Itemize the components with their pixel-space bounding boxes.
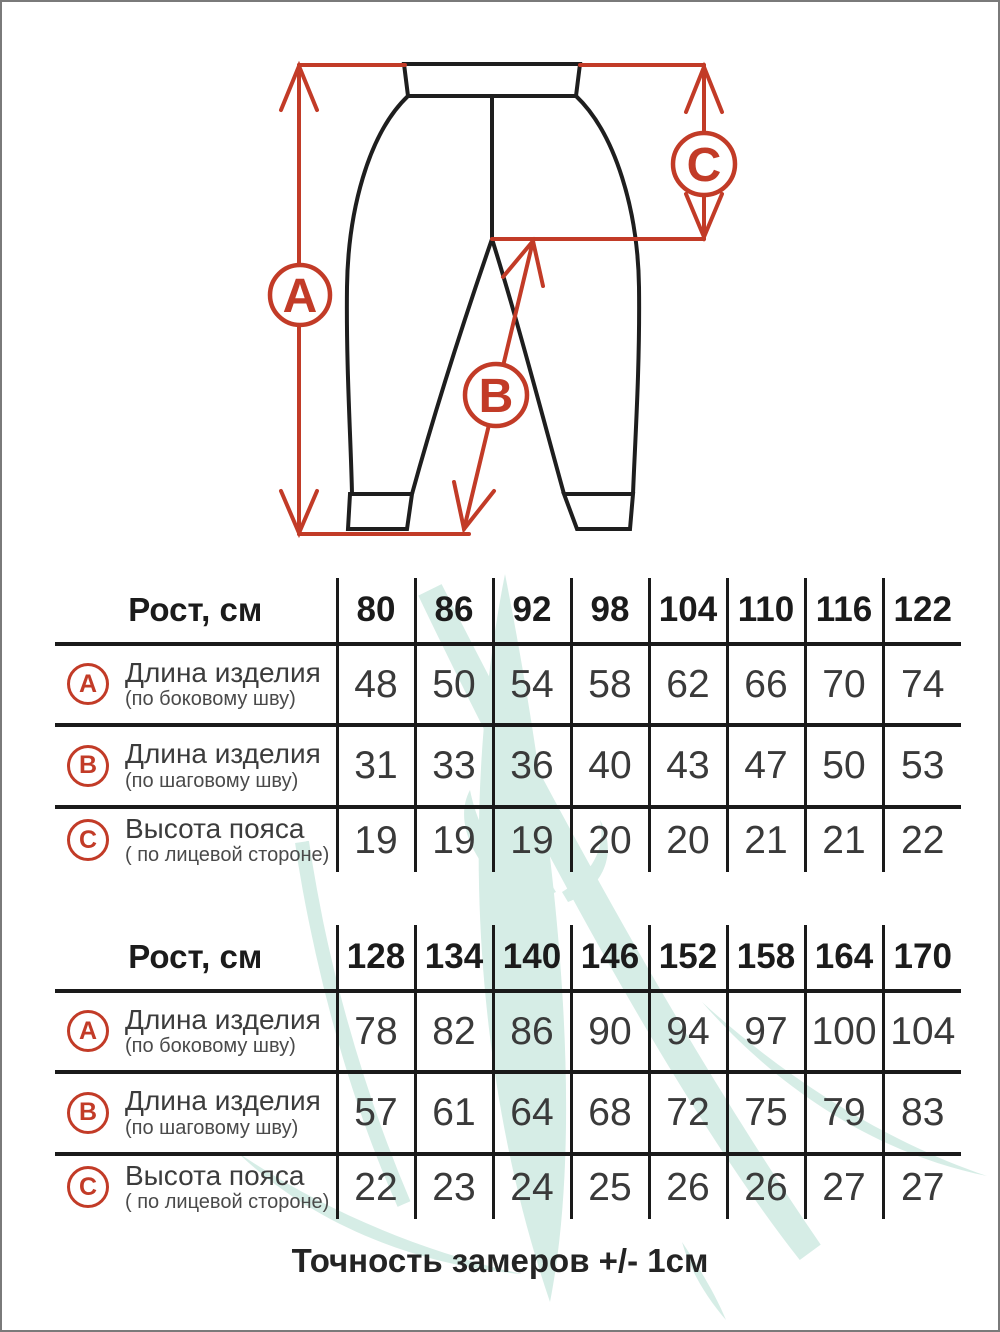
value-cell: 50 — [805, 725, 883, 807]
marker-a-letter: A — [282, 270, 318, 323]
value-cell: 23 — [415, 1154, 493, 1219]
row-sublabel: (по шаговому шву) — [125, 1116, 299, 1139]
table-title: Рост, см — [128, 938, 263, 975]
table-title: Рост, см — [128, 591, 263, 628]
row-label: Высота пояса — [125, 812, 305, 844]
value-cell: 20 — [649, 807, 727, 872]
value-cell: 58 — [571, 644, 649, 725]
size-header: 80 — [337, 578, 415, 644]
size-header: 152 — [649, 925, 727, 991]
row-sublabel: ( по лицевой стороне) — [125, 1191, 330, 1214]
value-cell: 50 — [415, 644, 493, 725]
value-cell: 31 — [337, 725, 415, 807]
value-cell: 24 — [493, 1154, 571, 1219]
row-marker-b: B — [67, 1092, 109, 1134]
row-marker-a: A — [67, 663, 109, 705]
table-row — [55, 807, 961, 872]
row-label: Длина изделия — [125, 656, 321, 688]
value-cell: 70 — [805, 644, 883, 725]
value-cell: 100 — [805, 991, 883, 1072]
size-header: 86 — [415, 578, 493, 644]
value-cell: 83 — [883, 1072, 961, 1154]
accuracy-note: Точность замеров +/- 1см — [291, 1242, 709, 1279]
size-header: 170 — [883, 925, 961, 991]
row-sublabel: (по боковому шву) — [125, 1035, 296, 1058]
size-header: 140 — [493, 925, 571, 991]
row-marker-a: A — [67, 1010, 109, 1052]
marker-b-badge — [465, 364, 527, 426]
pants-measurement-diagram — [2, 2, 1000, 562]
value-cell: 21 — [805, 807, 883, 872]
value-cell: 62 — [649, 644, 727, 725]
value-cell: 94 — [649, 991, 727, 1072]
marker-c-letter: C — [686, 139, 722, 192]
left-cuff — [348, 494, 412, 529]
header-row — [55, 578, 961, 644]
value-cell: 53 — [883, 725, 961, 807]
value-cell: 54 — [493, 644, 571, 725]
row-label: Длина изделия — [125, 1003, 321, 1035]
size-header: 134 — [415, 925, 493, 991]
value-cell: 47 — [727, 725, 805, 807]
value-cell: 26 — [649, 1154, 727, 1219]
value-cell: 19 — [415, 807, 493, 872]
value-cell: 86 — [493, 991, 571, 1072]
size-header: 98 — [571, 578, 649, 644]
size-header: 128 — [337, 925, 415, 991]
value-cell: 21 — [727, 807, 805, 872]
value-cell: 104 — [883, 991, 961, 1072]
value-cell: 72 — [649, 1072, 727, 1154]
value-cell: 19 — [337, 807, 415, 872]
value-cell: 27 — [805, 1154, 883, 1219]
row-marker-c: C — [67, 819, 109, 861]
row-label: Длина изделия — [125, 738, 321, 770]
pants-outline — [347, 64, 639, 529]
size-header: 116 — [805, 578, 883, 644]
size-header: 164 — [805, 925, 883, 991]
header-row — [55, 925, 961, 991]
row-marker-c: C — [67, 1166, 109, 1208]
value-cell: 90 — [571, 991, 649, 1072]
row-label: Длина изделия — [125, 1085, 321, 1117]
value-cell: 66 — [727, 644, 805, 725]
value-cell: 68 — [571, 1072, 649, 1154]
marker-c-badge — [673, 133, 735, 195]
size-header: 92 — [493, 578, 571, 644]
table-row — [55, 644, 961, 725]
table-row — [55, 1154, 961, 1219]
size-header: 146 — [571, 925, 649, 991]
value-cell: 19 — [493, 807, 571, 872]
row-marker-b: B — [67, 745, 109, 787]
value-cell: 27 — [883, 1154, 961, 1219]
size-table-80-122 — [55, 578, 961, 872]
row-sublabel: ( по лицевой стороне) — [125, 844, 330, 867]
row-sublabel: (по боковому шву) — [125, 688, 296, 711]
waistband — [404, 64, 580, 96]
value-cell: 22 — [337, 1154, 415, 1219]
value-cell: 57 — [337, 1072, 415, 1154]
value-cell: 82 — [415, 991, 493, 1072]
value-cell: 43 — [649, 725, 727, 807]
table-row — [55, 991, 961, 1072]
size-header: 158 — [727, 925, 805, 991]
value-cell: 26 — [727, 1154, 805, 1219]
marker-b-letter: B — [478, 370, 514, 423]
size-header: 110 — [727, 578, 805, 644]
value-cell: 22 — [883, 807, 961, 872]
value-cell: 48 — [337, 644, 415, 725]
table-row — [55, 1072, 961, 1154]
size-header: 122 — [883, 578, 961, 644]
value-cell: 74 — [883, 644, 961, 725]
value-cell: 78 — [337, 991, 415, 1072]
size-header: 104 — [649, 578, 727, 644]
value-cell: 25 — [571, 1154, 649, 1219]
value-cell: 75 — [727, 1072, 805, 1154]
value-cell: 33 — [415, 725, 493, 807]
value-cell: 79 — [805, 1072, 883, 1154]
value-cell: 20 — [571, 807, 649, 872]
value-cell: 64 — [493, 1072, 571, 1154]
marker-a-badge — [270, 265, 330, 325]
size-table-128-170 — [55, 925, 961, 1219]
value-cell: 97 — [727, 991, 805, 1072]
table-row — [55, 725, 961, 807]
right-cuff — [564, 494, 633, 529]
value-cell: 36 — [493, 725, 571, 807]
row-sublabel: (по шаговому шву) — [125, 769, 299, 792]
value-cell: 40 — [571, 725, 649, 807]
value-cell: 61 — [415, 1072, 493, 1154]
row-label: Высота пояса — [125, 1159, 305, 1191]
